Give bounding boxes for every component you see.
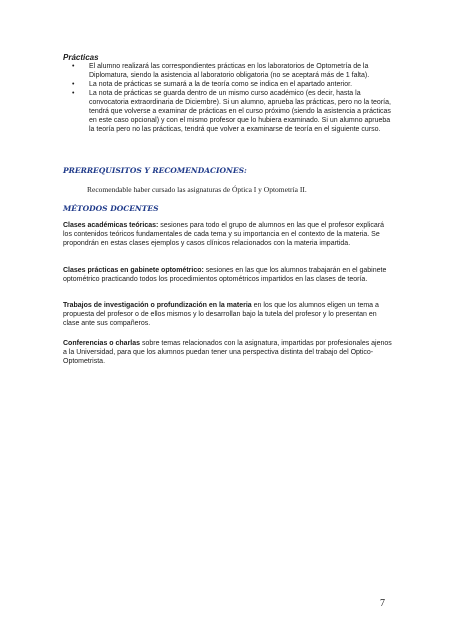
bullet-icon: • [72, 81, 75, 88]
practicas-heading: Prácticas [63, 53, 99, 62]
metodo-item [63, 339, 393, 366]
page-number: 7 [380, 598, 385, 609]
bullet-text: La nota de prácticas se guarda dentro de un mismo curso académico (es decir, hasta la convocatoria extraordinaria de Diciembre). Si un alumno, aprueba las prácticas, pero no la teoría, tendrá que volverse a examinar de prácticas en el curso próximo (siendo la asistencia a prácticas en este caso opcional) y con el mismo profesor que lo hubiera examinado. Si un alumno aprueba la teoría pero no las prácticas, tendrá que volver a examinarse de teoría en el siguiente curso. [89, 90, 391, 133]
list-item [63, 62, 393, 80]
list-item [63, 89, 393, 134]
practicas-list [63, 62, 393, 134]
metodo-text: sesiones para todo el grupo de alumnos en las que el profesor explicará los contenidos teóricos fundamentales de cada tema y su importancia en el contexto de la materia. Se propondrán en estas clases ejemplos y casos clínicos relacionados con la materia impartida. [63, 222, 385, 247]
metodo-text: sobre temas relacionados con la asignatura, impartidas por profesionales ajenos a la Universidad, para que los alumnos puedan tener una perspectiva distinta del trabajo del Optico-Optometrista. [63, 340, 392, 365]
prerrequisitos-text: Recomendable haber cursado las asignaturas de Óptica I y Optometría II. [87, 185, 307, 194]
metodo-lead: Trabajos de investigación o profundización en la materia [63, 302, 252, 309]
bullet-icon: • [72, 63, 75, 70]
metodo-item [63, 301, 393, 328]
metodo-text: en los que los alumnos eligen un tema a propuesta del profesor o de ellos mismos y lo desarrollan bajo la tutela del profesor y lo presentan en clase ante sus compañeros. [63, 302, 379, 327]
bullet-text: La nota de prácticas se sumará a la de teoría como se indica en el apartado anterior. [89, 81, 353, 88]
bullet-icon: • [72, 90, 75, 97]
metodo-lead: Conferencias o charlas [63, 340, 141, 347]
metodo-text: sesiones en las que los alumnos trabajarán en el gabinete optométrico practicando todos los procedimientos optométricos impartidos en las clases de teoría. [63, 267, 387, 283]
metodo-lead: Clases prácticas en gabinete optométrico: [63, 267, 204, 274]
list-item [63, 80, 393, 89]
prerrequisitos-heading: PRERREQUISITOS Y RECOMENDACIONES: [63, 166, 247, 175]
metodo-item [63, 221, 393, 248]
metodo-item [63, 266, 393, 284]
bullet-text: El alumno realizará las correspondientes prácticas en los laboratorios de Optometría de la Diplomatura, siendo la asistencia al laboratorio obligatoria (no se aceptará más de 1 falta). [89, 63, 370, 79]
metodos-heading: MÉTODOS DOCENTES [63, 204, 159, 213]
metodo-lead: Clases académicas teóricas: [63, 222, 159, 229]
